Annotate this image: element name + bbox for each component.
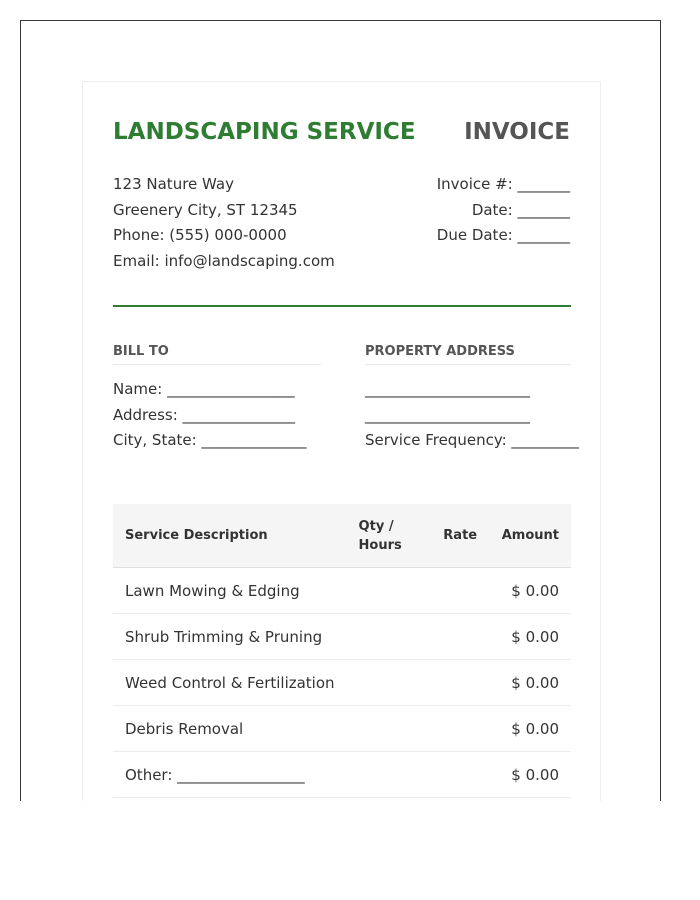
rate-cell	[426, 706, 489, 752]
company-name: LANDSCAPING SERVICE	[113, 119, 416, 145]
amount-cell: $ 0.00	[489, 660, 571, 706]
rate-cell	[426, 614, 489, 660]
table-row	[113, 660, 571, 706]
company-email-line: Email: info@landscaping.com	[113, 252, 335, 271]
amount-cell: $ 0.00	[489, 568, 571, 614]
services-table	[113, 504, 571, 798]
service-description-cell: Other: _________________	[113, 752, 347, 798]
service-description-cell: Shrub Trimming & Pruning	[113, 614, 347, 660]
column-header-rate: Rate	[426, 504, 489, 568]
column-header-amount: Amount	[489, 504, 571, 568]
invoice-due-date-field: Due Date: _______	[436, 226, 570, 245]
rate-cell	[426, 568, 489, 614]
invoice-date-field: Date: _______	[471, 200, 570, 219]
bill-to-city-state-field: City, State: ______________	[113, 431, 307, 450]
property-address-heading: PROPERTY ADDRESS	[365, 344, 571, 365]
table-row	[113, 614, 571, 660]
qty-cell	[347, 568, 427, 614]
property-address-line-1: ______________________	[365, 380, 530, 398]
invoice-meta	[437, 172, 570, 249]
company-phone-line: Phone: (555) 000-0000	[113, 226, 287, 245]
service-description-cell: Debris Removal	[113, 706, 347, 752]
service-frequency-field: Service Frequency: _________	[365, 431, 579, 450]
bill-to-section	[113, 344, 321, 454]
document-title: INVOICE	[464, 119, 570, 145]
amount-cell: $ 0.00	[489, 614, 571, 660]
qty-cell	[347, 614, 427, 660]
bill-to-address-field: Address: _______________	[113, 405, 296, 424]
company-city-line: Greenery City, ST 12345	[113, 200, 298, 219]
qty-cell	[347, 660, 427, 706]
column-header-qty: Qty / Hours	[347, 504, 427, 568]
bill-to-name-field: Name: _________________	[113, 380, 295, 398]
bill-to-heading: BILL TO	[113, 344, 321, 365]
table-row	[113, 752, 571, 798]
rate-cell	[426, 752, 489, 798]
column-header-description: Service Description	[113, 504, 347, 568]
amount-cell: $ 0.00	[489, 752, 571, 798]
invoice-sheet	[82, 81, 601, 801]
header-divider	[113, 305, 571, 307]
page-frame	[20, 20, 661, 801]
qty-cell	[347, 706, 427, 752]
service-description-cell: Lawn Mowing & Edging	[113, 568, 347, 614]
property-address-line-2: ______________________	[365, 405, 530, 424]
rate-cell	[426, 660, 489, 706]
table-header-row	[113, 504, 571, 568]
amount-cell: $ 0.00	[489, 706, 571, 752]
property-address-section	[365, 344, 579, 454]
invoice-number-field: Invoice #: _______	[436, 175, 570, 193]
table-row	[113, 706, 571, 752]
qty-cell	[347, 752, 427, 798]
table-row	[113, 568, 571, 614]
company-address-line: 123 Nature Way	[113, 175, 234, 193]
company-info	[113, 172, 335, 275]
service-description-cell: Weed Control & Fertilization	[113, 660, 347, 706]
